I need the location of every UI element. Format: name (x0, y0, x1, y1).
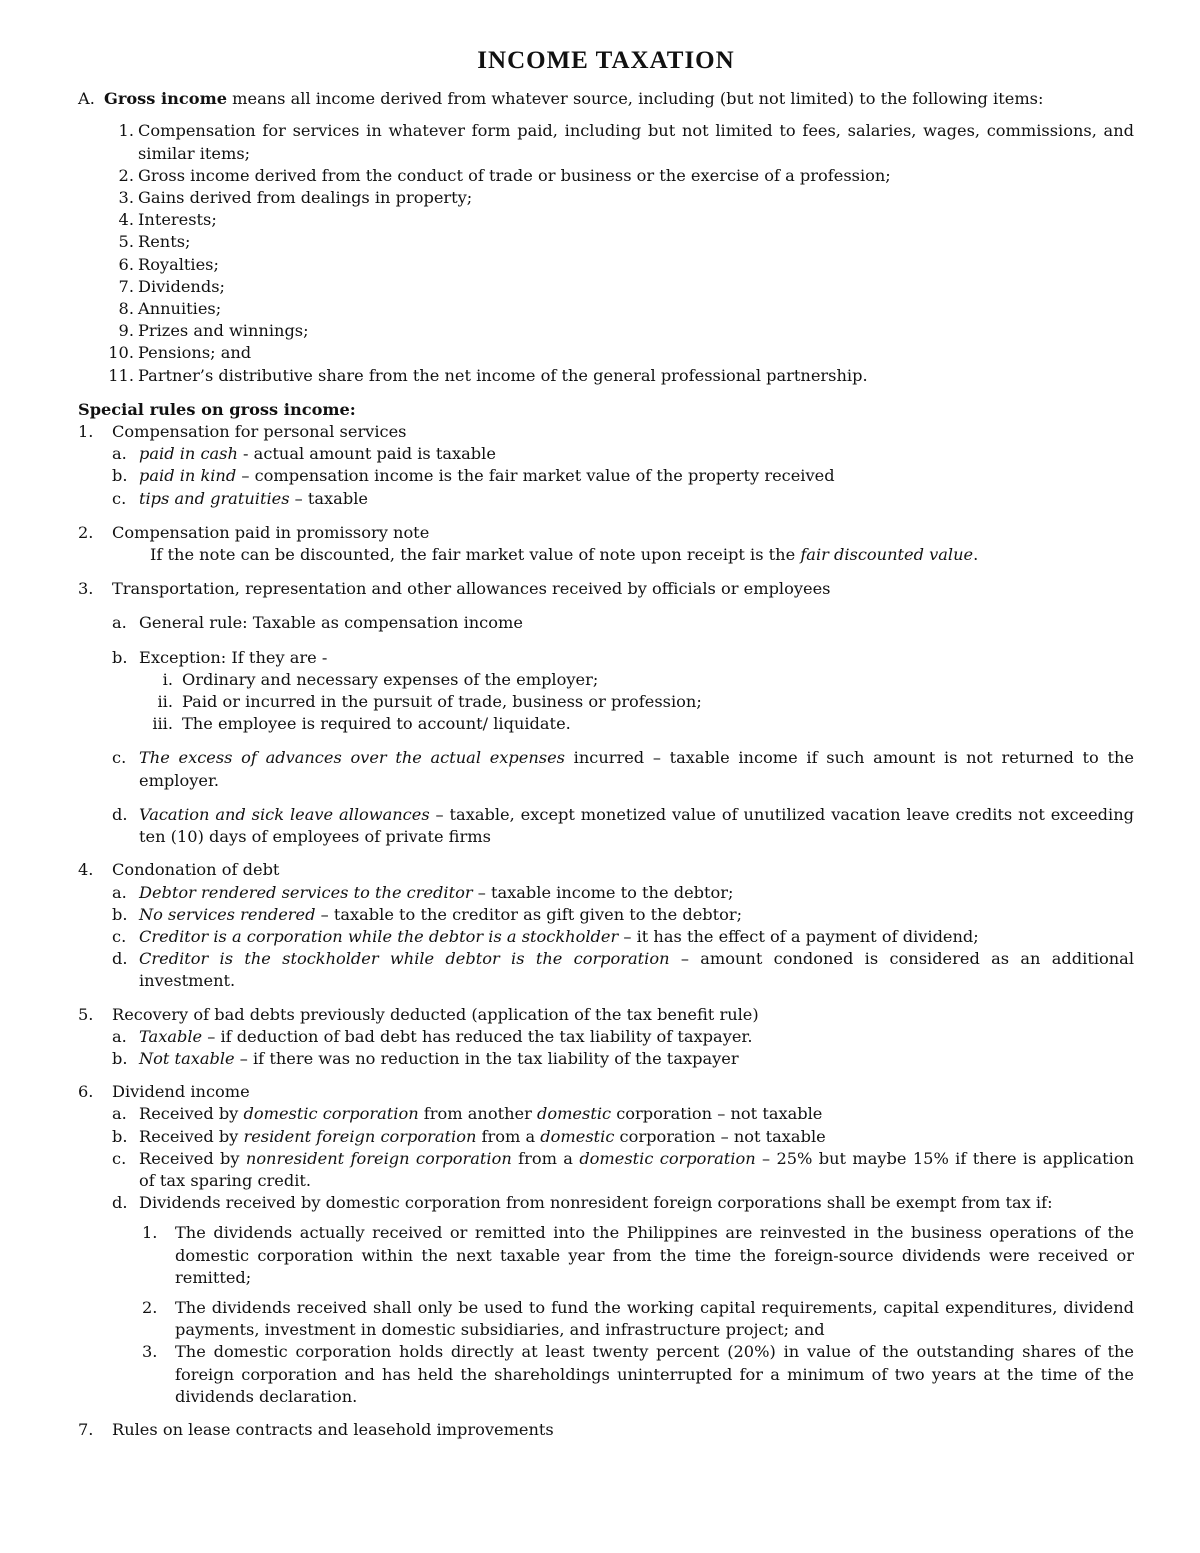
list-item: 2. The dividends received shall only be used to fund the working capital requirements, capital expenditures, dividend payments, investment in domestic subsidiaries, and infrastructure project; and (142, 1297, 1134, 1340)
list-item: c. The excess of advances over the actual expenses incurred – taxable income if such amount is not returned to the employer. (112, 748, 1134, 790)
rule-5-subitems (112, 1026, 1134, 1070)
list-item: iii. The employee is required to account/ liquidate. (152, 714, 571, 734)
list-item: 4. Interests; (118, 210, 217, 230)
list-item: d. Creditor is the stockholder while debtor is the corporation – amount condoned is considered as an additional investment. (112, 949, 1134, 991)
special-rules-heading: Special rules on gross income: (78, 399, 356, 419)
list-item: 2. Gross income derived from the conduct of trade or business or the exercise of a profession; (118, 165, 891, 185)
list-item: 8. Annuities; (118, 299, 222, 319)
section-a-text (104, 88, 1134, 110)
page-title: INCOME TAXATION (477, 47, 735, 74)
list-item: 1. Compensation for services in whatever form paid, including but not limited to fees, salaries, wages, commissions, and similar items; (118, 121, 1134, 163)
rule-1: 1. Compensation for personal services (78, 422, 407, 442)
list-item: c. Creditor is a corporation while the debtor is a stockholder – it has the effect of a payment of dividend; (112, 926, 979, 946)
list-item: i. Ordinary and necessary expenses of the employer; (162, 669, 599, 689)
list-item: 7. Dividends; (118, 276, 225, 296)
rule-7: 7. Rules on lease contracts and leasehold improvements (78, 1419, 554, 1439)
rule-2: 2. Compensation paid in promissory note (78, 522, 430, 542)
rule-1-subitems (112, 443, 1134, 510)
rule-4: 4. Condonation of debt (78, 860, 280, 880)
list-item: 9. Prizes and winnings; (118, 321, 309, 341)
list-item: a. Received by domestic corporation from another domestic corporation – not taxable (112, 1104, 823, 1124)
rule-6-subitems (112, 1103, 1134, 1214)
list-item: a. General rule: Taxable as compensation income (112, 613, 523, 633)
gross-income-term: Gross income (104, 89, 228, 109)
list-item: a. Debtor rendered services to the creditor – taxable income to the debtor; (112, 882, 734, 902)
list-item: b. paid in kind – compensation income is the fair market value of the property received (112, 466, 835, 486)
list-item: 6. Royalties; (118, 254, 219, 274)
list-item: 3. The domestic corporation holds directly at least twenty percent (20%) in value of the outstanding shares of the foreign corporation and has held the shareholdings uninterrupted for a minimum of two years at the time of the dividends declaration. (142, 1342, 1134, 1406)
list-item: d. Vacation and sick leave allowances – taxable, except monetized value of unutilized vacation leave credits not exceeding ten (10) days of employees of private firms (112, 804, 1135, 847)
list-item: 5. Rents; (118, 232, 191, 252)
list-item: b. No services rendered – taxable to the creditor as gift given to the debtor; (112, 904, 743, 924)
list-item: 11. Partner’s distributive share from the net income of the general professional partnership. (108, 365, 868, 385)
gross-income-list (78, 120, 1134, 386)
list-item: 3. Gains derived from dealings in property; (118, 188, 473, 208)
rule-3-subitems (112, 612, 1134, 668)
rule-6-conditions (142, 1222, 1134, 1408)
rule-6: 6. Dividend income (78, 1082, 250, 1102)
list-item: b. Not taxable – if there was no reduction in the tax liability of the taxpayer (112, 1048, 739, 1068)
list-item: b. Exception: If they are - (112, 647, 328, 667)
list-item: b. Received by resident foreign corporation from a domestic corporation – not taxable (112, 1126, 826, 1146)
list-item: a. paid in cash - actual amount paid is taxable (112, 444, 496, 464)
section-a (78, 88, 1134, 110)
rule-5: 5. Recovery of bad debts previously deducted (application of the tax benefit rule) (78, 1004, 759, 1024)
gross-income-definition: means all income derived from whatever source, including (but not limited) to the following items: (227, 89, 1044, 109)
section-a-label: A. (78, 89, 95, 109)
list-item: 1. The dividends actually received or remitted into the Philippines are reinvested in the business operations of the domestic corporation within the next taxable year from the time the foreign-source dividends were received or remitted; (142, 1223, 1134, 1287)
list-item: c. Received by nonresident foreign corporation from a domestic corporation – 25% but maybe 15% if there is application of tax sparing credit. (112, 1148, 1134, 1190)
rule-3-exceptions (140, 669, 1134, 736)
list-item: ii. Paid or incurred in the pursuit of trade, business or profession; (157, 692, 702, 712)
rule-4-subitems (112, 882, 1134, 993)
rule-3: 3. Transportation, representation and other allowances received by officials or employees (78, 579, 831, 599)
list-item: d. Dividends received by domestic corporation from nonresident foreign corporations shall be exempt from tax if: (112, 1193, 1053, 1213)
list-item: 10. Pensions; and (108, 343, 252, 363)
rule-2-paragraph: If the note can be discounted, the fair market value of note upon receipt is the fair discounted value. (150, 545, 979, 565)
list-item: c. tips and gratuities – taxable (112, 488, 368, 508)
list-item: a. Taxable – if deduction of bad debt has reduced the tax liability of taxpayer. (112, 1026, 753, 1046)
